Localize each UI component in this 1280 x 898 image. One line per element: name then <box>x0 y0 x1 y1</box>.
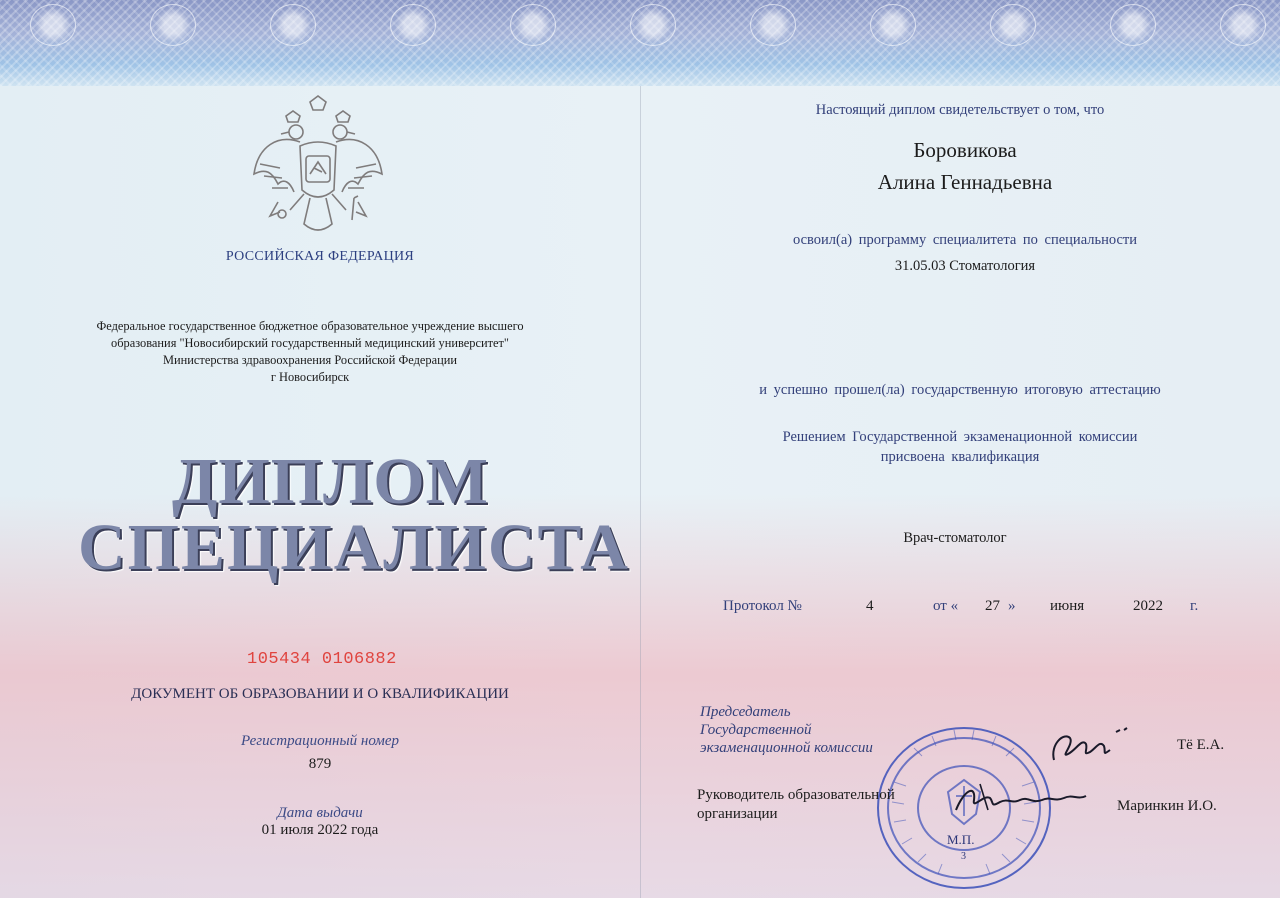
institution-line: Министерства здравоохранения Российской Федерации <box>163 353 457 367</box>
protocol-day: 27 <box>985 598 1000 614</box>
decision-line1: Решением Государственной экзаменационной комиссии <box>782 429 1138 445</box>
graduate-surname: Боровикова <box>913 138 1017 162</box>
protocol-from: от « <box>933 598 959 614</box>
country-name: РОССИЙСКАЯ ФЕДЕРАЦИЯ <box>225 249 415 264</box>
protocol-label: Протокол № <box>723 598 802 614</box>
chair-signature-icon <box>1046 724 1136 770</box>
institution-block <box>40 318 580 386</box>
guilloche-border <box>0 0 1280 86</box>
stamp-mark: М.П. <box>947 832 975 847</box>
institution-line: образования "Новосибирский государственный медицинский университет" <box>111 336 509 350</box>
protocol-close-quote: » <box>1008 598 1016 614</box>
diploma-title-line2: СПЕЦИАЛИСТА <box>78 511 630 584</box>
protocol-number: 4 <box>866 598 874 614</box>
program-text: освоил(а) программу специалитета по специальности <box>792 232 1138 248</box>
head-signature-icon <box>950 780 1090 820</box>
decision-line2: присвоена квалификация <box>880 449 1040 465</box>
issue-date: 01 июля 2022 года <box>261 822 379 838</box>
head-name: Маринкин И.О. <box>1117 798 1217 814</box>
graduate-given-names: Алина Геннадьевна <box>877 170 1053 194</box>
qualification: Врач-стоматолог <box>903 530 1007 546</box>
attestation-text: и успешно прошел(ла) государственную итоговую аттестацию <box>759 382 1161 398</box>
chair-title-line: Председатель <box>700 704 791 720</box>
diploma-title-line1: ДИПЛОМ <box>172 445 489 518</box>
chair-title-block <box>700 703 873 757</box>
head-title-line: Руководитель образовательной <box>697 787 895 803</box>
institution-line: Федеральное государственное бюджетное образовательное учреждение высшего <box>96 319 524 333</box>
institution-line: г Новосибирск <box>270 370 350 384</box>
head-title-line: организации <box>697 806 778 822</box>
chair-title-line: Государственной <box>700 722 812 738</box>
protocol-year-suffix: г. <box>1190 598 1199 614</box>
serial-number: 105434 0106882 <box>247 650 397 669</box>
page-fold <box>640 86 641 898</box>
chair-name: Тё Е.А. <box>1177 737 1225 753</box>
protocol-month: июня <box>1050 598 1085 614</box>
registration-label: Регистрационный номер <box>240 733 399 749</box>
issue-date-label: Дата выдачи <box>277 805 363 821</box>
chair-title-line: экзаменационной комиссии <box>700 740 873 756</box>
intro-text: Настоящий диплом свидетельствует о том, что <box>815 102 1105 118</box>
specialty: 31.05.03 Стоматология <box>894 258 1036 274</box>
protocol-year: 2022 <box>1133 598 1163 614</box>
document-type: ДОКУМЕНТ ОБ ОБРАЗОВАНИИ И О КВАЛИФИКАЦИИ <box>131 686 509 702</box>
registration-number: 879 <box>308 756 332 772</box>
head-title-block <box>697 786 895 824</box>
coat-of-arms-icon <box>248 94 388 240</box>
stamp-number: 3 <box>961 851 966 862</box>
